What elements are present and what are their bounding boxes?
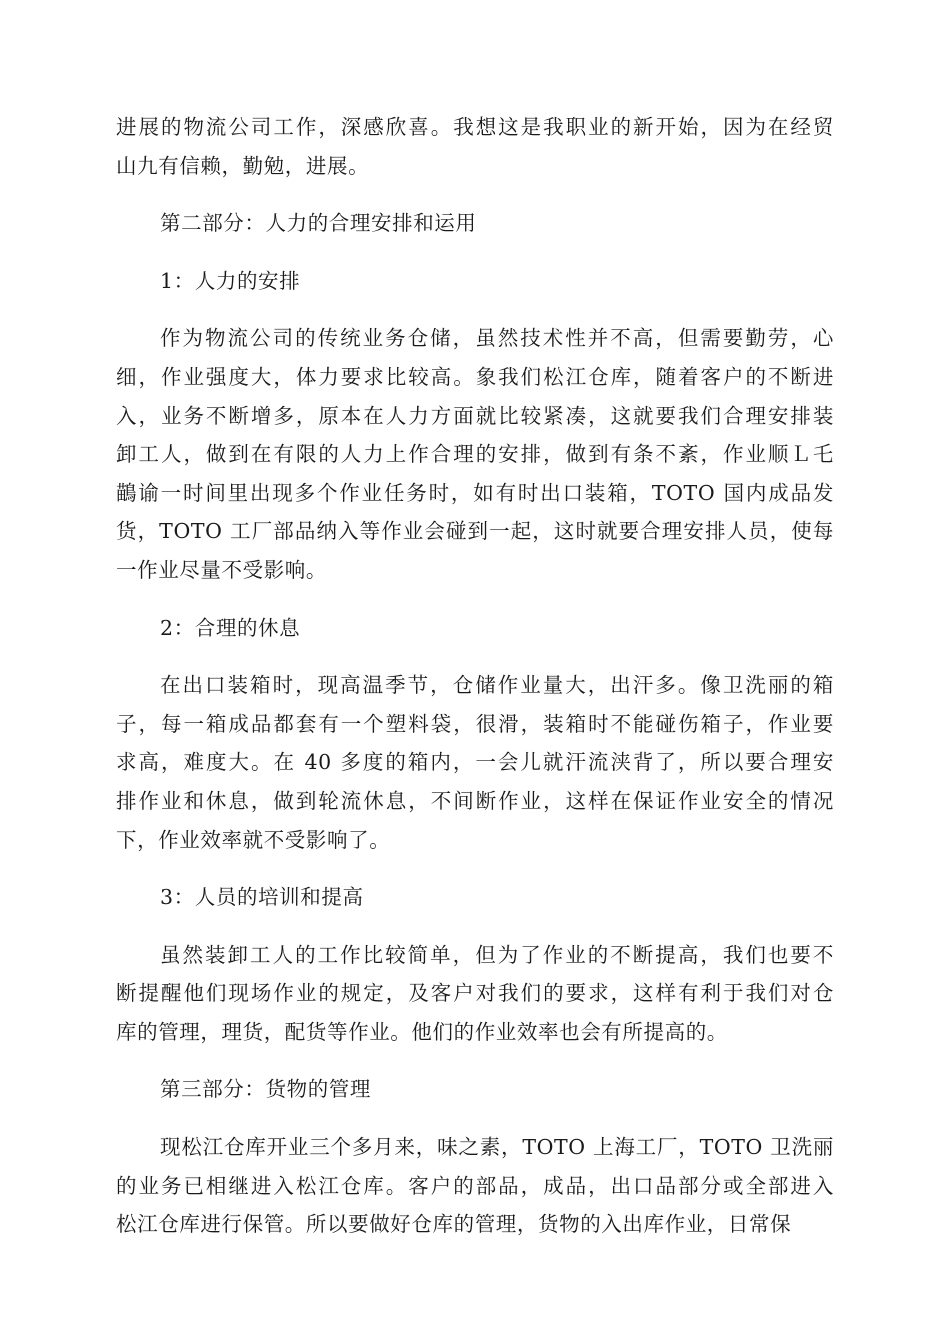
text-line: 卸工人，做到在有限的人力上作合理的安排，做到有条不紊，作业顺Ｌ乇 <box>116 442 834 467</box>
text-line: 山九有信赖，勤勉，进展。 <box>116 153 370 178</box>
text-line: 2：合理的休息 <box>160 615 301 640</box>
text-line: 下，作业效率就不受影响了。 <box>116 827 391 852</box>
body-paragraph <box>116 108 834 185</box>
text-line: 的业务已相继进入松江仓库。客户的部品，成品，出口品部分或全部进入 <box>116 1173 834 1198</box>
body-paragraph <box>116 1128 834 1244</box>
body-paragraph <box>116 319 834 589</box>
text-line: 现松江仓库开业三个多月来，味之素，TOTO 上海工厂，TOTO 卫洗丽 <box>160 1135 834 1160</box>
text-line: 库的管理，理货，配货等作业。他们的作业效率也会有所提高的。 <box>116 1019 728 1044</box>
section-heading <box>116 204 834 243</box>
section-heading <box>116 878 834 917</box>
text-line: 3：人员的培训和提高 <box>160 885 364 910</box>
text-line: 一作业尽量不受影响。 <box>116 557 327 582</box>
text-line: 第三部分：货物的管理 <box>160 1077 371 1102</box>
section-heading <box>116 609 834 648</box>
section-heading <box>116 262 834 301</box>
text-line: 作为物流公司的传统业务仓储，虽然技术性并不高，但需要勤劳，心 <box>160 326 834 351</box>
text-line: 第二部分：人力的合理安排和运用 <box>160 211 477 236</box>
text-line: 1：人力的安排 <box>160 268 301 293</box>
text-line: 在出口装箱时，现高温季节，仓储作业量大，出汗多。像卫洗丽的箱 <box>160 673 834 698</box>
text-line: 入，业务不断增多，原本在人力方面就比较紧凑，这就要我们合理安排装 <box>116 403 834 428</box>
body-paragraph <box>116 666 834 859</box>
text-line: 虽然装卸工人的工作比较简单，但为了作业的不断提高，我们也要不 <box>160 942 834 967</box>
text-line: 细，作业强度大，体力要求比较高。象我们松江仓库，随着客户的不断进 <box>116 364 834 389</box>
body-paragraph <box>116 936 834 1052</box>
text-line: 松江仓库进行保管。所以要做好仓库的管理，货物的入出库作业，日常保 <box>116 1212 792 1237</box>
section-heading <box>116 1070 834 1109</box>
text-line: 求高，难度大。在 40 多度的箱内，一会儿就汗流浃背了，所以要合理安 <box>116 750 834 775</box>
text-line: 进展的物流公司工作，深感欣喜。我想这是我职业的新开始，因为在经贸 <box>116 115 834 139</box>
text-line: 断提醒他们现场作业的规定，及客户对我们的要求，这样有利于我们对仓 <box>116 981 834 1006</box>
document-body <box>116 108 834 1263</box>
text-line: 货，TOTO 工厂部品纳入等作业会碰到一起，这时就要合理安排人员，使每 <box>116 519 834 544</box>
text-line: 排作业和休息，做到轮流休息，不间断作业，这样在保证作业安全的情况 <box>116 788 834 813</box>
text-line: 子，每一箱成品都套有一个塑料袋，很滑，装箱时不能碰伤箱子，作业要 <box>116 711 834 736</box>
text-line: 鶓谕一时间里出现多个作业任务时，如有时出口装箱，TOTO 国内成品发 <box>116 480 834 505</box>
